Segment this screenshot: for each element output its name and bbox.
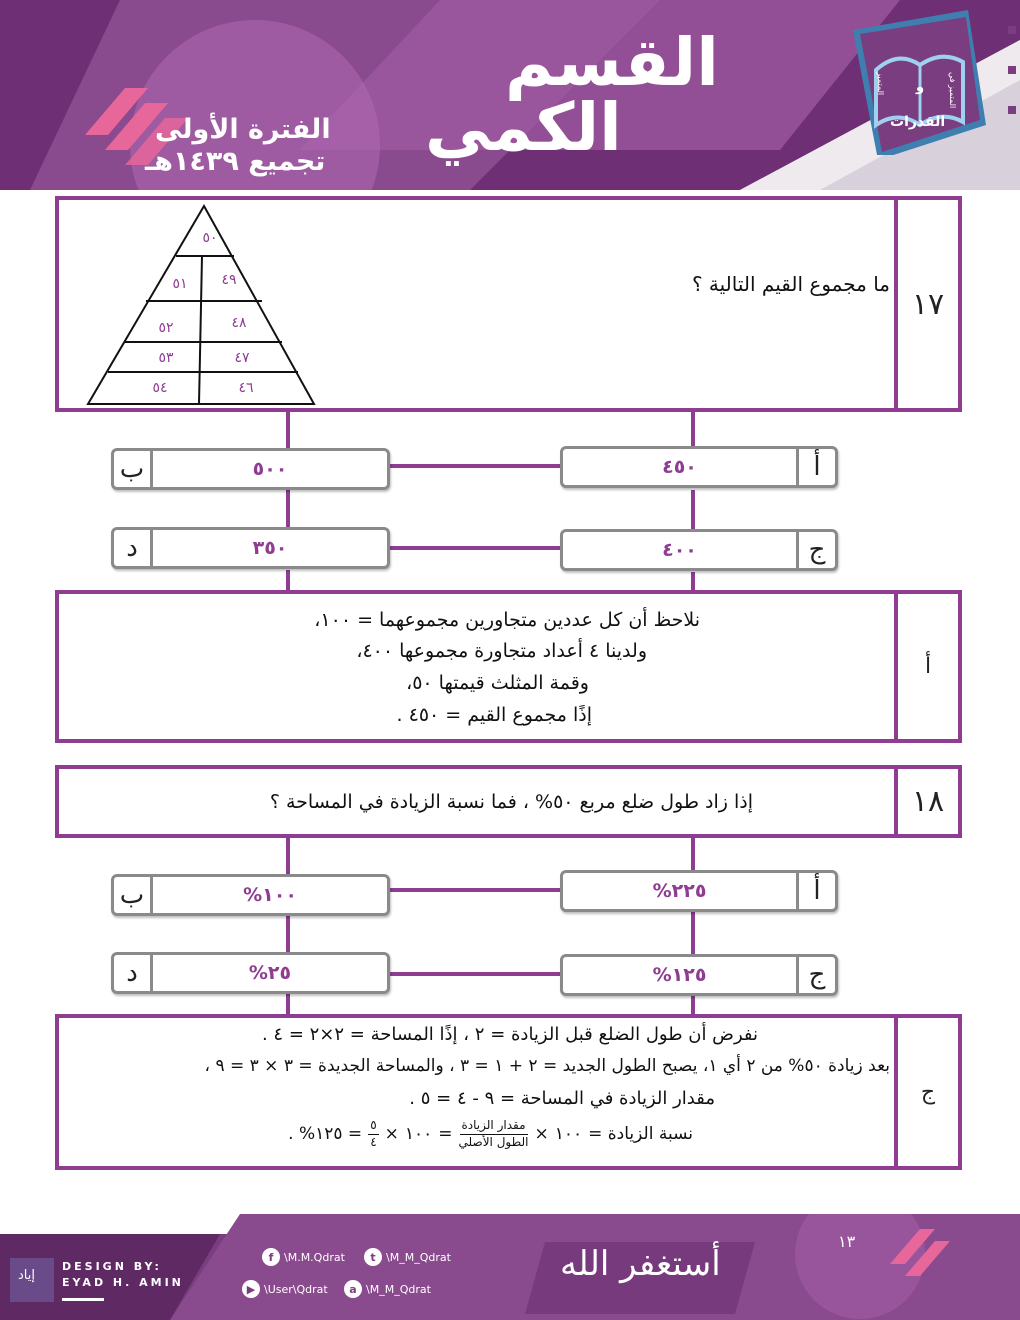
- option-value: ٢٢٥%: [652, 880, 707, 902]
- connector: [389, 464, 562, 468]
- ask-icon: a: [344, 1280, 362, 1298]
- facebook-handle: \M.M.Qdrat: [284, 1250, 345, 1264]
- title-line2: الكمي: [425, 89, 622, 166]
- logo-text: القدرات: [890, 114, 946, 130]
- q18-option-a[interactable]: [560, 870, 838, 912]
- connector: [691, 410, 695, 450]
- edge-marker: [1008, 26, 1016, 34]
- triangle-top: ٥٠: [202, 230, 218, 246]
- q17-solution-line: ولدينا ٤ أعداد متجاورة مجموعها ٤٠٠،: [356, 640, 647, 662]
- connector: [691, 996, 695, 1016]
- q17-solution-line: وقمة المثلث قيمتها ٥٠،: [406, 672, 589, 694]
- formula-frac-den: ٤: [370, 1134, 377, 1149]
- triangle-right-4: ٤٦: [238, 380, 254, 396]
- q18-question-text: إذا زاد طول ضلع مربع ٥٠% ، فما نسبة الزيادة في المساحة ؟: [269, 791, 753, 813]
- formula-small-fraction: [368, 1118, 378, 1150]
- logo-side-text: المتميز في: [948, 72, 957, 109]
- designer-signature: إياد: [18, 1268, 35, 1283]
- q17-solution-box: [55, 590, 962, 743]
- designer-name: EYAD H. AMIN: [62, 1276, 184, 1289]
- option-letter: ج: [796, 532, 835, 568]
- youtube-handle: \User\Qdrat: [264, 1282, 328, 1296]
- option-value: ٥٠٠: [252, 458, 288, 480]
- logo-side-left: المتميز: [876, 72, 885, 96]
- formula-equals: =: [438, 1124, 453, 1145]
- edge-marker: [1008, 106, 1016, 114]
- q18-option-d[interactable]: [111, 952, 390, 994]
- period-label: الفترة الأولى: [155, 114, 331, 145]
- footer-banner: [0, 1214, 1020, 1320]
- ask-link[interactable]: [344, 1280, 431, 1298]
- twitter-icon: t: [364, 1248, 382, 1266]
- q18-solution-box: [55, 1014, 962, 1170]
- q17-option-d[interactable]: [111, 527, 390, 569]
- calligraphy: أستغفر الله: [560, 1244, 721, 1284]
- edge-marker: [1008, 66, 1016, 74]
- q18-solution-line: نفرض أن طول الضلع قبل الزيادة = ٢ ، إذًا المساحة = ٢×٢ = ٤ .: [261, 1024, 758, 1045]
- design-by-label: DESIGN BY:: [62, 1260, 162, 1273]
- ask-handle: \M_M_Qdrat: [366, 1282, 431, 1296]
- youtube-icon: ▶: [242, 1280, 260, 1298]
- formula-fraction: [459, 1118, 529, 1150]
- option-letter: أ: [796, 449, 835, 485]
- q17-solution-line: نلاحظ أن كل عددين متجاورين مجموعهما = ١٠٠،: [314, 609, 700, 631]
- formula-hundred: ١٠٠: [554, 1124, 583, 1145]
- option-letter: ج: [796, 957, 835, 993]
- youtube-link[interactable]: [242, 1280, 328, 1298]
- designer-signature-badge: [10, 1258, 54, 1302]
- formula-times-2: ×: [384, 1124, 399, 1145]
- q17-option-c[interactable]: [560, 529, 838, 571]
- option-letter: د: [114, 530, 153, 566]
- formula-hundred-2: ١٠٠: [404, 1124, 433, 1145]
- connector: [286, 410, 290, 450]
- connector: [691, 836, 695, 872]
- q18-solution-line: مقدار الزيادة في المساحة = ٩ - ٤ = ٥ .: [409, 1088, 715, 1109]
- connector: [286, 914, 290, 954]
- connector: [286, 490, 290, 528]
- facebook-icon: f: [262, 1248, 280, 1266]
- connector: [691, 490, 695, 530]
- header-banner: [0, 0, 1020, 190]
- triangle-left-2: ٥٢: [158, 320, 174, 336]
- twitter-link[interactable]: [364, 1248, 451, 1266]
- q18-solution-line: بعد زيادة ٥٠% من ٢ أي ١، يصبح الطول الجديد = ٢ + ١ = ٣ ، والمساحة الجديدة = ٣ × ٣ = ٩ ،: [204, 1056, 890, 1076]
- q17-question-box: [55, 196, 962, 412]
- connector: [691, 572, 695, 592]
- formula-times: ×: [534, 1124, 549, 1145]
- connector: [286, 836, 290, 874]
- q17-solution-line: إذًا مجموع القيم = ٤٥٠ .: [396, 704, 592, 726]
- q17-answer-letter: أ: [894, 594, 958, 739]
- title-line1: القسم: [505, 24, 719, 101]
- connector: [389, 972, 562, 976]
- connector: [286, 994, 290, 1016]
- triangle-right-1: ٤٩: [221, 272, 237, 288]
- connector: [691, 912, 695, 956]
- logo: [848, 10, 988, 155]
- formula-frac-num: ٥: [368, 1118, 378, 1135]
- option-value: ٣٥٠: [252, 537, 288, 559]
- q17-option-b[interactable]: [111, 448, 390, 490]
- option-value: ١٢٥%: [652, 964, 707, 986]
- q18-answer-letter: ج: [894, 1018, 958, 1166]
- triangle-left-3: ٥٣: [158, 350, 174, 366]
- q17-question-text: ما مجموع القيم التالية ؟: [691, 272, 890, 296]
- q18-formula: [288, 1118, 693, 1150]
- q18-number: ١٨: [894, 769, 958, 834]
- triangle-left-1: ٥١: [172, 276, 188, 292]
- triangle-right-2: ٤٨: [231, 315, 247, 331]
- collection-label: تجميع ١٤٣٩هـ: [145, 146, 326, 177]
- triangle-left-4: ٥٤: [152, 380, 168, 396]
- option-value: ٤٠٠: [662, 539, 697, 561]
- twitter-handle: \M_M_Qdrat: [386, 1250, 451, 1264]
- option-letter: د: [114, 955, 153, 991]
- option-value: ٢٥%: [248, 962, 292, 984]
- option-value: ١٠٠%: [243, 884, 297, 906]
- formula-denominator: الطول الأصلي: [458, 1134, 529, 1149]
- q17-number: ١٧: [894, 200, 958, 408]
- q18-option-c[interactable]: [560, 954, 838, 996]
- option-letter: ب: [114, 877, 153, 913]
- option-letter: أ: [796, 873, 835, 909]
- formula-numerator: مقدار الزيادة: [460, 1118, 528, 1135]
- q17-option-a[interactable]: [560, 446, 838, 488]
- logo-top-text: و: [916, 80, 925, 95]
- option-value: ٤٥٠: [662, 456, 697, 478]
- q18-question-box: [55, 765, 962, 838]
- number-triangle: [84, 204, 316, 408]
- facebook-link[interactable]: [262, 1248, 345, 1266]
- formula-result: = ١٢٥% .: [288, 1124, 363, 1145]
- page-number: ١٣: [838, 1232, 856, 1251]
- q18-option-b[interactable]: [111, 874, 390, 916]
- option-letter: ب: [114, 451, 153, 487]
- connector: [389, 546, 562, 550]
- formula-lead: نسبة الزيادة =: [588, 1124, 693, 1145]
- connector: [286, 570, 290, 592]
- connector: [389, 888, 562, 892]
- footer-underline: [62, 1298, 104, 1301]
- triangle-right-3: ٤٧: [234, 350, 250, 366]
